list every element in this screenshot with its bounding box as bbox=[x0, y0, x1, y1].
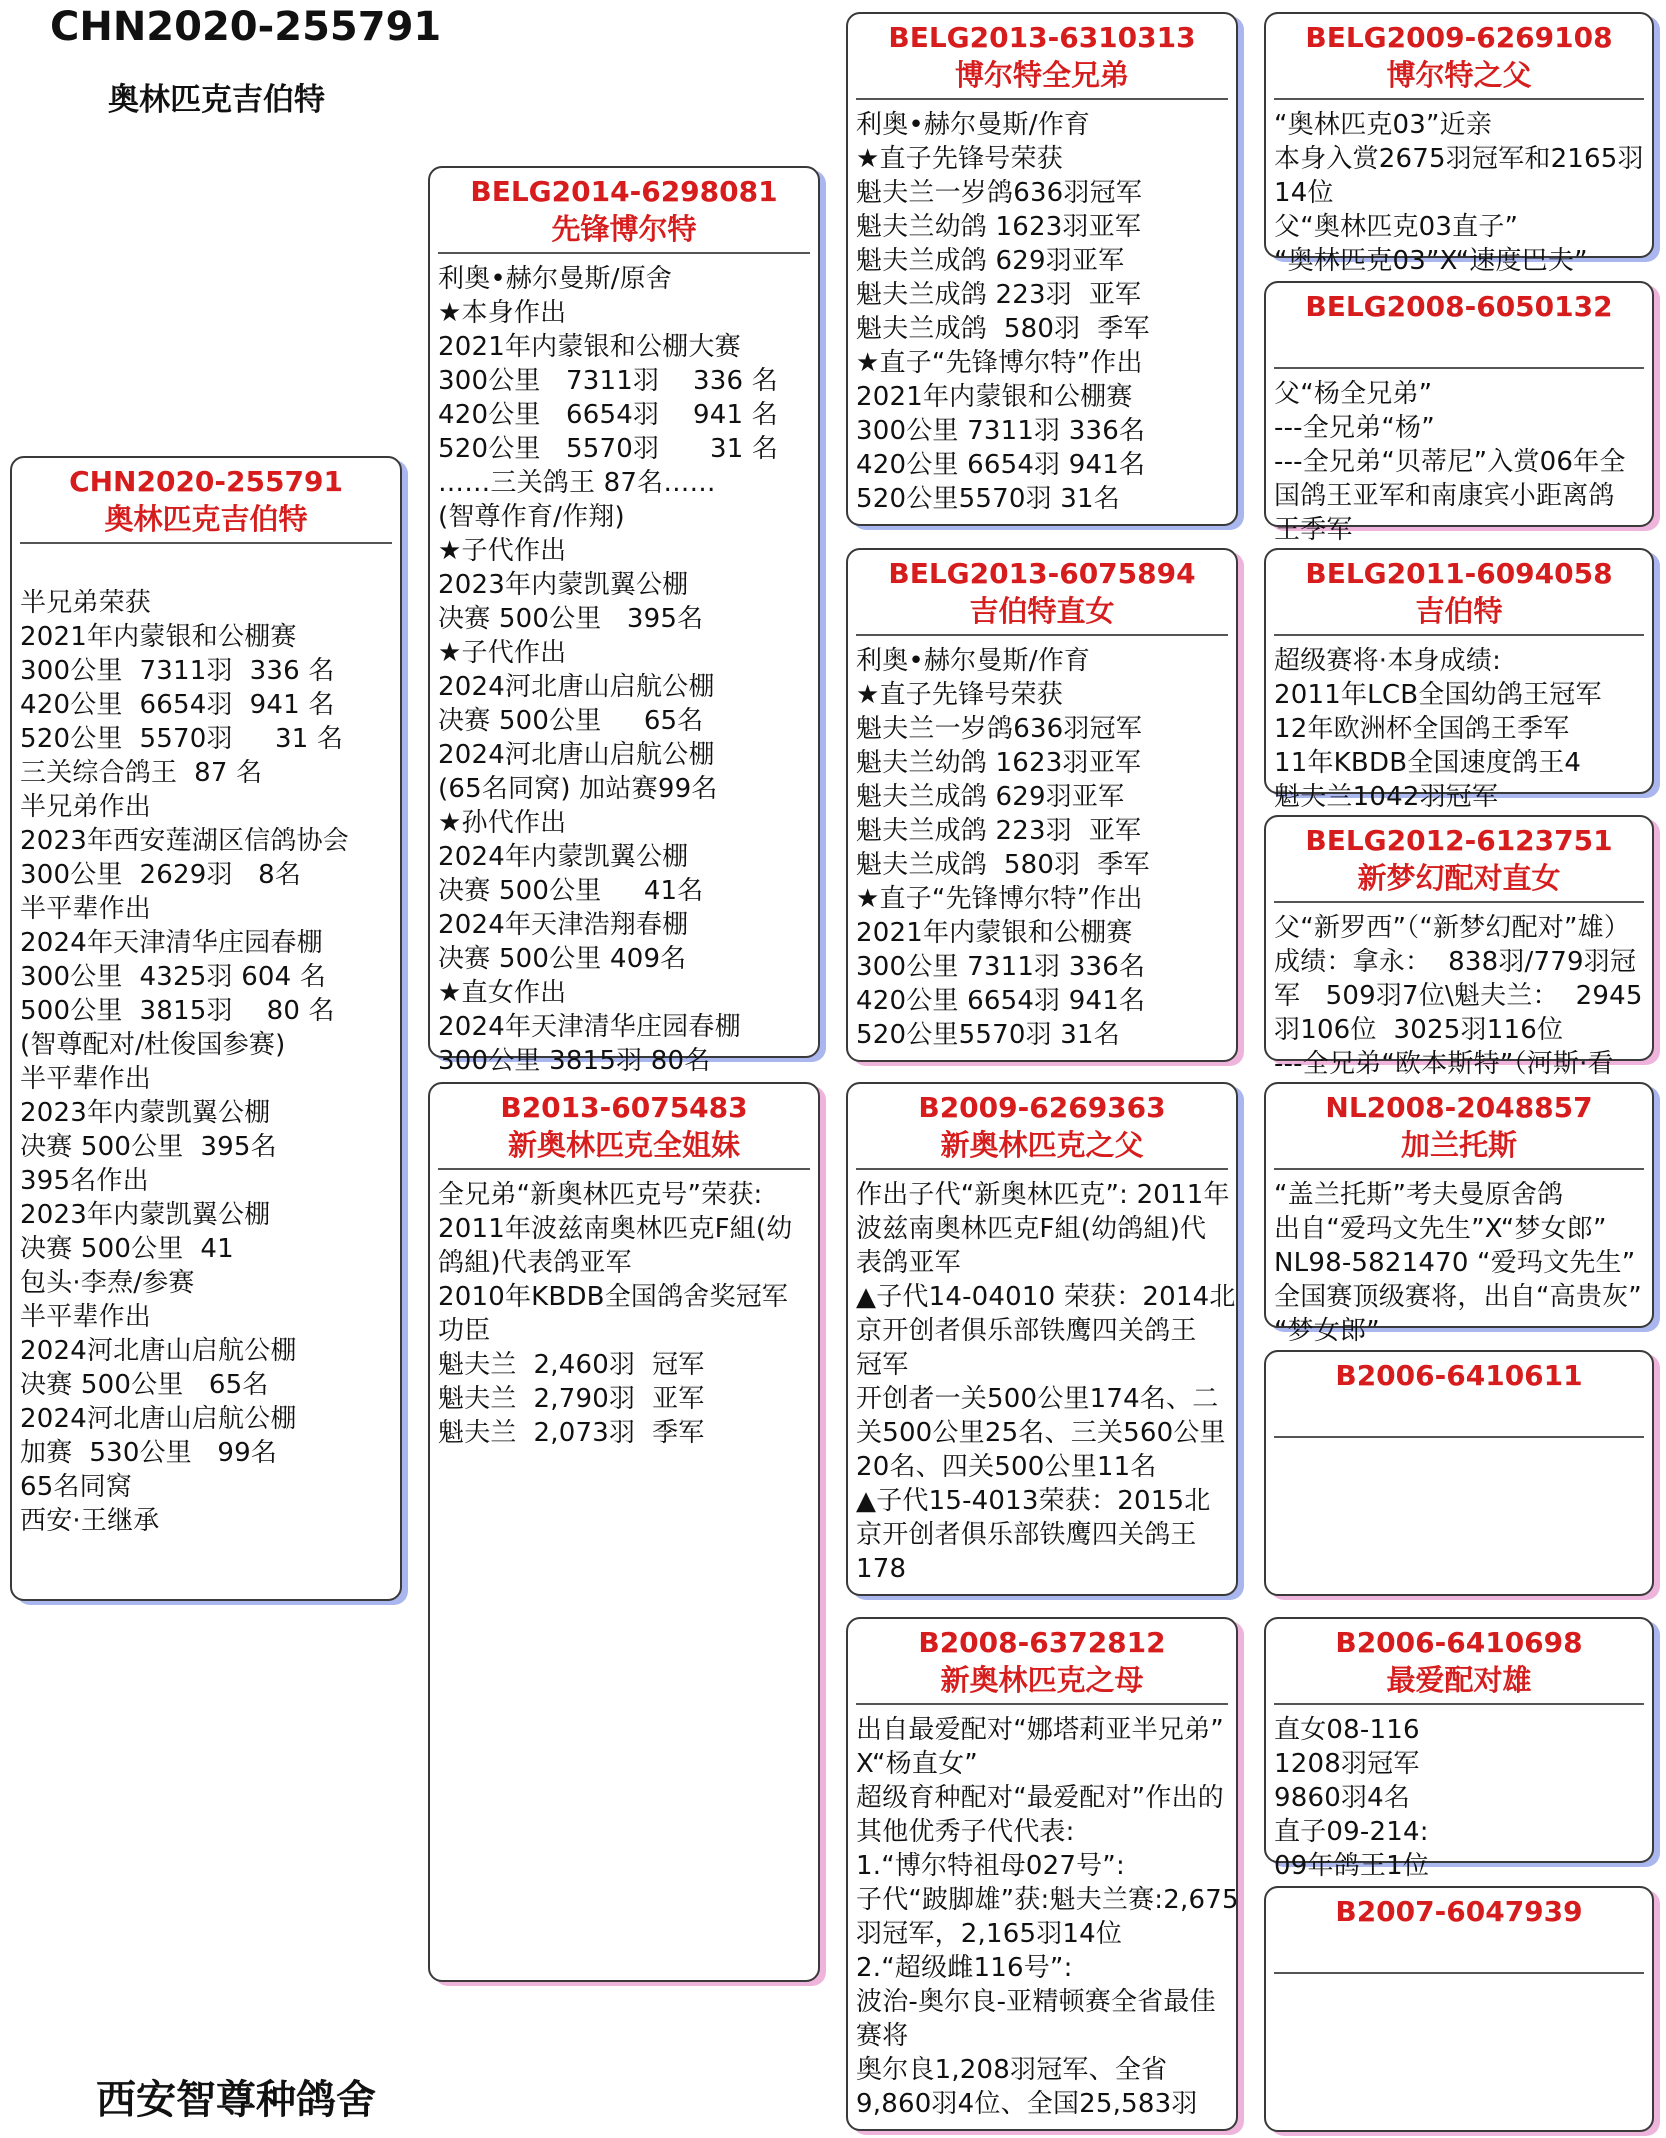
note-line: 全兄弟“新奥林匹克号”荣获: bbox=[438, 1180, 763, 1210]
note-line: ★直子“先锋博尔特”作出 bbox=[856, 884, 1143, 914]
card-header bbox=[1266, 1619, 1652, 1699]
note-line: 2021年内蒙银和公棚赛 bbox=[856, 918, 1133, 948]
note-line: ---全兄弟“杨” bbox=[1274, 413, 1435, 443]
note-line: 波治-奥尔良-亚精顿赛全省最佳 bbox=[856, 1987, 1216, 2017]
bird-name: 吉伯特 bbox=[1415, 594, 1503, 628]
card-dam-sire bbox=[846, 1082, 1238, 1596]
note-line: 军 509羽7位\魁夫兰： 2945 bbox=[1274, 981, 1643, 1011]
note-line: ★子代作出 bbox=[438, 536, 567, 566]
note-line: 9,860羽4位、全国25,583羽 bbox=[856, 2089, 1198, 2119]
ring-number: B2009-6269363 bbox=[918, 1091, 1166, 1124]
note-line: 决赛 500公里 65名 bbox=[438, 706, 704, 736]
ring-number: B2008-6372812 bbox=[918, 1626, 1166, 1659]
card-sire-dam bbox=[846, 548, 1238, 1062]
note-line: 1208羽冠军 bbox=[1274, 1749, 1420, 1779]
note-line: 魁夫兰成鸽 223羽 亚军 bbox=[856, 816, 1142, 846]
note-line: 魁夫兰幼鸽 1623羽亚军 bbox=[856, 748, 1142, 778]
note-line: 决赛 500公里 41 bbox=[20, 1234, 234, 1264]
note-line: 出自最爱配对“娜塔莉亚半兄弟” bbox=[856, 1715, 1224, 1745]
note-line: ---全兄弟“欧本斯特”（河斯·看 bbox=[1274, 1049, 1614, 1079]
note-line: 决赛 500公里 65名 bbox=[20, 1370, 269, 1400]
note-line: 包头·李焘/参赛 bbox=[20, 1268, 195, 1298]
card-header bbox=[1266, 817, 1652, 897]
card-header bbox=[430, 168, 818, 248]
note-line: 2024年天津清华庄园春棚 bbox=[20, 928, 323, 958]
note-line: 超级育种配对“最爱配对”作出的 bbox=[856, 1783, 1224, 1813]
ring-number: B2007-6047939 bbox=[1335, 1895, 1583, 1928]
note-line: ★直子先锋号荣获 bbox=[856, 680, 1063, 710]
bird-name: 吉伯特直女 bbox=[969, 594, 1115, 628]
note-line: 其他优秀子代代表: bbox=[856, 1817, 1075, 1847]
note-line: 420公里 6654羽 941 名 bbox=[438, 400, 778, 430]
bird-name: 新奥林匹克之父 bbox=[940, 1128, 1144, 1162]
note-line: 鸽組)代表鸽亚军 bbox=[438, 1248, 632, 1278]
note-line: 14位 bbox=[1274, 178, 1334, 208]
card-notes bbox=[1266, 100, 1652, 278]
note-line: 赛将 bbox=[856, 2021, 909, 2051]
note-line: 魁夫兰一岁鸽636羽冠军 bbox=[856, 178, 1143, 208]
note-line: 京开创者俱乐部铁鹰四关鸽王 bbox=[856, 1520, 1197, 1550]
note-line: 2010年KBDB全国鸽舍奖冠军 bbox=[438, 1282, 789, 1312]
note-line: 半平辈作出 bbox=[20, 894, 152, 924]
card-notes bbox=[12, 544, 400, 1538]
bird-name bbox=[1266, 1394, 1652, 1432]
card-dd-dam bbox=[1264, 1886, 1654, 2132]
note-line: 300公里 4325羽 604 名 bbox=[20, 962, 327, 992]
note-line: 魁夫兰成鸽 629羽亚军 bbox=[856, 246, 1125, 276]
card-ss-sire bbox=[1264, 12, 1654, 276]
note-line: 420公里 6654羽 941名 bbox=[856, 986, 1146, 1016]
ring-number: BELG2013-6310313 bbox=[888, 21, 1196, 54]
card-header bbox=[848, 1084, 1236, 1164]
card-notes bbox=[1266, 1170, 1652, 1348]
card-header bbox=[1266, 1888, 1652, 1968]
note-line: ★直子先锋号荣获 bbox=[856, 144, 1063, 174]
note-line: 2011年波兹南奥林匹克F組(幼 bbox=[438, 1214, 793, 1244]
ring-number: BELG2008-6050132 bbox=[1305, 290, 1613, 323]
bird-name: 新奥林匹克全姐妹 bbox=[507, 1128, 740, 1162]
note-line: 功臣 bbox=[438, 1316, 491, 1346]
note-line: ▲子代15-4013荣获：2015北 bbox=[856, 1486, 1211, 1516]
note-line: “盖兰托斯”考夫曼原舍鸽 bbox=[1274, 1180, 1564, 1210]
note-line: 12年欧洲杯全国鸽王季军 bbox=[1274, 714, 1570, 744]
note-line: 2023年西安莲湖区信鸽协会 bbox=[20, 826, 349, 856]
note-line: 魁夫兰 2,460羽 冠军 bbox=[438, 1350, 705, 1380]
bird-name: 新梦幻配对直女 bbox=[1357, 861, 1561, 895]
note-line: 420公里 6654羽 941 名 bbox=[20, 690, 335, 720]
note-line: NL98-5821470 “爱玛文先生” bbox=[1274, 1248, 1636, 1278]
note-line: (65名同窝) 加站赛99名 bbox=[438, 774, 718, 804]
ring-number: NL2008-2048857 bbox=[1325, 1091, 1593, 1124]
note-line: 2023年内蒙凯翼公棚 bbox=[20, 1200, 271, 1230]
card-notes bbox=[1266, 903, 1652, 1081]
note-line: 300公里 7311羽 336名 bbox=[856, 416, 1146, 446]
note-line: 520公里 5570羽 31 名 bbox=[438, 434, 779, 464]
note-line: 冠军 bbox=[856, 1350, 909, 1380]
ring-number: B2006-6410698 bbox=[1335, 1626, 1583, 1659]
note-line: 魁夫兰成鸽 580羽 季军 bbox=[856, 314, 1150, 344]
note-line: 2023年内蒙凯翼公棚 bbox=[438, 570, 689, 600]
note-line: 半兄弟作出 bbox=[20, 792, 152, 822]
note-line: 9860羽4名 bbox=[1274, 1783, 1411, 1813]
note-line: 半兄弟荣获 bbox=[20, 588, 152, 618]
card-notes bbox=[1266, 636, 1652, 814]
card-ss-dam bbox=[1264, 281, 1654, 545]
note-line: 父“奥林匹克03直子” bbox=[1274, 212, 1519, 242]
ring-number: B2006-6410611 bbox=[1335, 1359, 1583, 1392]
note-line: ▲子代14-04010 荣获：2014北 bbox=[856, 1282, 1236, 1312]
card-header bbox=[1266, 283, 1652, 363]
note-line: (智尊作育/作翔) bbox=[438, 502, 625, 532]
card-notes bbox=[848, 1705, 1239, 2121]
note-line: 魁夫兰幼鸽 1623羽亚军 bbox=[856, 212, 1142, 242]
note-line: 520公里5570羽 31名 bbox=[856, 484, 1120, 514]
note-line: 魁夫兰 2,790羽 亚军 bbox=[438, 1384, 705, 1414]
card-sire bbox=[428, 166, 820, 1076]
bird-name: 先锋博尔特 bbox=[551, 212, 697, 246]
ring-number: BELG2013-6075894 bbox=[888, 557, 1196, 590]
note-line: 520公里 5570羽 31 名 bbox=[20, 724, 344, 754]
card-dd-sire bbox=[1264, 1617, 1654, 1881]
bird-name bbox=[1266, 325, 1652, 363]
note-line: 1.“博尔特祖母027号”: bbox=[856, 1851, 1125, 1881]
note-line: “梦女郎” bbox=[1274, 1316, 1380, 1346]
note-line: 300公里 7311羽 336 名 bbox=[438, 366, 778, 396]
note-line: 波兹南奥林匹克F組(幼鸽組)代 bbox=[856, 1214, 1207, 1244]
card-notes bbox=[1266, 1705, 1652, 1883]
note-line: 魁夫兰1042羽冠军 bbox=[1274, 782, 1499, 812]
ring-number: BELG2012-6123751 bbox=[1305, 824, 1613, 857]
note-line: 395名作出 bbox=[20, 1166, 149, 1196]
note-line: ★子代作出 bbox=[438, 638, 567, 668]
note-line: 2021年内蒙银和公棚赛 bbox=[856, 382, 1133, 412]
bird-name: 博尔特之父 bbox=[1386, 58, 1532, 92]
bird-name: 博尔特全兄弟 bbox=[954, 58, 1129, 92]
card-header bbox=[1266, 14, 1652, 94]
note-line: 魁夫兰一岁鸽636羽冠军 bbox=[856, 714, 1143, 744]
card-notes bbox=[1266, 1438, 1652, 1446]
pedigree-ring-number: CHN2020-255791 bbox=[50, 4, 442, 50]
note-line: 西安·王继承 bbox=[20, 1506, 160, 1536]
card-header bbox=[430, 1084, 818, 1164]
note-line: 作出子代“新奥林匹克”: 2011年 bbox=[856, 1180, 1230, 1210]
note-line: 魁夫兰成鸽 629羽亚军 bbox=[856, 782, 1125, 812]
card-ds-dam bbox=[1264, 1350, 1654, 1596]
note-line: 成绩：拿永： 838羽/779羽冠 bbox=[1274, 947, 1637, 977]
note-line: 羽冠军，2,165羽14位 bbox=[856, 1919, 1123, 1949]
note-line: 420公里 6654羽 941名 bbox=[856, 450, 1146, 480]
ring-number: BELG2011-6094058 bbox=[1305, 557, 1613, 590]
note-line: 178 bbox=[856, 1554, 907, 1584]
note-line: 全国赛顶级赛将，出自“高贵灰” bbox=[1274, 1282, 1642, 1312]
note-line: 本身入赏2675羽冠军和2165羽 bbox=[1274, 144, 1644, 174]
note-line: 表鸽亚军 bbox=[856, 1248, 961, 1278]
card-header bbox=[1266, 1084, 1652, 1164]
note-line: ★直子“先锋博尔特”作出 bbox=[856, 348, 1143, 378]
ring-number: CHN2020-255791 bbox=[69, 465, 343, 498]
note-line: ……三关鸽王 87名…… bbox=[438, 468, 716, 498]
card-notes bbox=[430, 1170, 818, 1450]
card-subject bbox=[10, 456, 402, 1601]
note-line: 魁夫兰 2,073羽 季军 bbox=[438, 1418, 705, 1448]
ring-number: BELG2009-6269108 bbox=[1305, 21, 1613, 54]
bird-name: 最爱配对雄 bbox=[1386, 1663, 1532, 1697]
card-notes bbox=[848, 1170, 1236, 1586]
card-sire-sire bbox=[846, 12, 1238, 526]
note-line: 2021年内蒙银和公棚赛 bbox=[20, 622, 297, 652]
note-line: 直子09-214: bbox=[1274, 1817, 1429, 1847]
card-notes bbox=[1266, 369, 1652, 547]
bird-name: 新奥林匹克之母 bbox=[940, 1663, 1144, 1697]
note-line: 2021年内蒙银和公棚大赛 bbox=[438, 332, 741, 362]
note-line: 65名同窝 bbox=[20, 1472, 133, 1502]
note-line: 开创者一关500公里174名、二 bbox=[856, 1384, 1219, 1414]
note-line: 2024河北唐山启航公棚 bbox=[438, 740, 715, 770]
note-line: 2011年LCB全国幼鸽王冠军 bbox=[1274, 680, 1602, 710]
note-line: 2023年内蒙凯翼公棚 bbox=[20, 1098, 271, 1128]
note-line: 王季军 bbox=[1274, 515, 1353, 545]
note-line: 超级赛将·本身成绩: bbox=[1274, 646, 1502, 676]
note-line: 利奥•赫尔曼斯/作育 bbox=[856, 646, 1091, 676]
card-dam-dam bbox=[846, 1617, 1238, 2131]
note-line: 利奥•赫尔曼斯/原舍 bbox=[438, 264, 673, 294]
note-line: 500公里 3815羽 80 名 bbox=[20, 996, 335, 1026]
card-sd-dam bbox=[1264, 815, 1654, 1079]
note-line: 京开创者俱乐部铁鹰四关鸽王 bbox=[856, 1316, 1197, 1346]
card-ds-sire bbox=[1264, 1082, 1654, 1346]
note-line: X“杨直女” bbox=[856, 1749, 978, 1779]
note-line: 11年KBDB全国速度鸽王4 bbox=[1274, 748, 1582, 778]
note-line: 决赛 500公里 409名 bbox=[438, 944, 687, 974]
note-line: 2024年天津清华庄园春棚 bbox=[438, 1012, 741, 1042]
note-line: 出自“爱玛文先生”X“梦女郎” bbox=[1274, 1214, 1607, 1244]
note-line: 300公里 7311羽 336 名 bbox=[20, 656, 335, 686]
note-line: 决赛 500公里 41名 bbox=[438, 876, 704, 906]
card-header bbox=[1266, 1352, 1652, 1432]
card-header bbox=[12, 458, 400, 538]
note-line: 300公里 3815羽 80名 bbox=[438, 1046, 711, 1076]
note-line: 直女08-116 bbox=[1274, 1715, 1420, 1745]
loft-name: 西安智尊种鸽舍 bbox=[96, 2077, 376, 2123]
note-line: 加赛 530公里 99名 bbox=[20, 1438, 278, 1468]
note-line: “奥林匹克03”近亲 bbox=[1274, 110, 1493, 140]
note-line: 2.“超级雌116号”: bbox=[856, 1953, 1073, 1983]
note-line: 决赛 500公里 395名 bbox=[20, 1132, 277, 1162]
note-line: 520公里5570羽 31名 bbox=[856, 1020, 1120, 1050]
card-header bbox=[848, 550, 1236, 630]
note-line: ★本身作出 bbox=[438, 298, 567, 328]
note-line: ★直女作出 bbox=[438, 978, 567, 1008]
note-line: 国鸽王亚军和南康宾小距离鸽 bbox=[1274, 481, 1615, 511]
card-notes bbox=[848, 636, 1236, 1052]
note-line: 300公里 7311羽 336名 bbox=[856, 952, 1146, 982]
note-line: 09年鸽王1位 bbox=[1274, 1851, 1430, 1881]
note-line: 父“新罗西”（“新梦幻配对”雄） bbox=[1274, 913, 1631, 943]
note-line: 魁夫兰成鸽 223羽 亚军 bbox=[856, 280, 1142, 310]
note-line: 300公里 2629羽 8名 bbox=[20, 860, 302, 890]
note-line: (智尊配对/杜俊国参赛) bbox=[20, 1030, 286, 1060]
card-header bbox=[848, 1619, 1236, 1699]
note-line: 2024河北唐山启航公棚 bbox=[20, 1404, 297, 1434]
note-line: 三关综合鸽王 87 名 bbox=[20, 758, 263, 788]
bird-name: 奥林匹克吉伯特 bbox=[104, 502, 308, 536]
note-line: 魁夫兰成鸽 580羽 季军 bbox=[856, 850, 1150, 880]
ring-number: B2013-6075483 bbox=[500, 1091, 748, 1124]
card-dam bbox=[428, 1082, 820, 1982]
ring-number: BELG2014-6298081 bbox=[470, 175, 778, 208]
note-line: 2024河北唐山启航公棚 bbox=[20, 1336, 297, 1366]
card-notes bbox=[430, 254, 818, 1078]
note-line: 半平辈作出 bbox=[20, 1302, 152, 1332]
note-line: 半平辈作出 bbox=[20, 1064, 152, 1094]
note-line: 2024年天津浩翔春棚 bbox=[438, 910, 689, 940]
note-line: 羽106位 3025羽116位 bbox=[1274, 1015, 1564, 1045]
card-header bbox=[848, 14, 1236, 94]
note-line: 2024河北唐山启航公棚 bbox=[438, 672, 715, 702]
note-line: 子代“跛脚雄”获:魁夫兰赛:2,675 bbox=[856, 1885, 1239, 1915]
note-line: 利奥•赫尔曼斯/作育 bbox=[856, 110, 1091, 140]
note-line: 20名、四关500公里11名 bbox=[856, 1452, 1157, 1482]
note-line: 决赛 500公里 395名 bbox=[438, 604, 704, 634]
card-sd-sire bbox=[1264, 548, 1654, 812]
note-line: 父“杨全兄弟” bbox=[1274, 379, 1433, 409]
pedigree-bird-name: 奥林匹克吉伯特 bbox=[108, 82, 325, 118]
note-line: 2024年内蒙凯翼公棚 bbox=[438, 842, 689, 872]
card-notes bbox=[848, 100, 1236, 516]
note-line bbox=[20, 552, 400, 586]
bird-name: 加兰托斯 bbox=[1400, 1128, 1517, 1162]
card-header bbox=[1266, 550, 1652, 630]
note-line: ---全兄弟“贝蒂尼”入赏06年全 bbox=[1274, 447, 1626, 477]
bird-name bbox=[1266, 1930, 1652, 1968]
note-line: 奥尔良1,208羽冠军、全省 bbox=[856, 2055, 1168, 2085]
card-notes bbox=[1266, 1974, 1652, 1982]
note-line: 关500公里25名、三关560公里 bbox=[856, 1418, 1226, 1448]
note-line: “奥林匹克03”X“速度巴夫” bbox=[1274, 246, 1588, 276]
note-line: ★孙代作出 bbox=[438, 808, 567, 838]
